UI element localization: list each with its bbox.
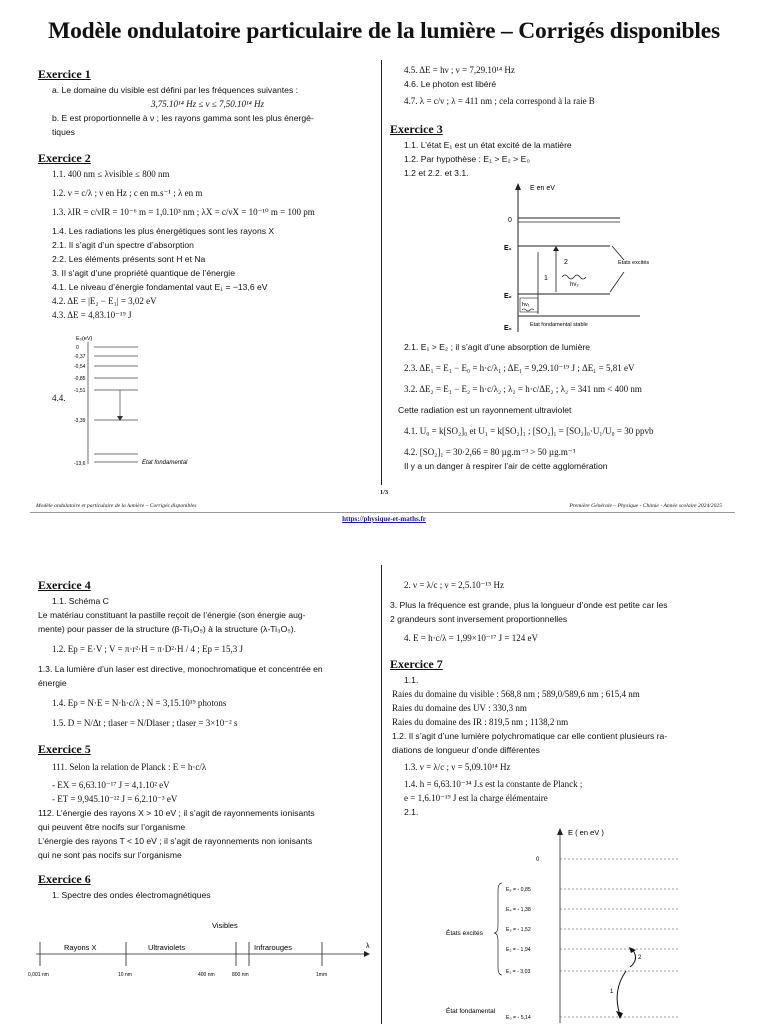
ex4-line-3: mente) pour passer de la structure (β-Ti₃O₅) à la structure (λ-Ti₃O₅).: [38, 624, 296, 634]
left-column: [38, 573, 374, 903]
ex5-line-6: L’énergie des rayons T < 10 eV ; il s’agit de rayonnements non ionisants: [38, 836, 313, 846]
level-e0: E₀: [504, 325, 512, 332]
transition-2: 2: [564, 259, 568, 266]
level-e5: E₅ = - 0,85: [506, 887, 531, 893]
ex7-line-10: 2.1.: [404, 807, 419, 817]
exercise-7-heading: Exercice 7: [390, 657, 443, 671]
diagram-axis-label: E en eV: [530, 185, 555, 192]
uv-label: Ultraviolets: [148, 943, 186, 952]
level-e2: E₂: [504, 293, 512, 300]
ex2-line-4-5: 4.5. ΔE = hν ; ν = 7,29.10¹⁴ Hz: [404, 65, 515, 75]
ground-state-label: Etat fondamental stable: [530, 322, 588, 328]
photon-hv2: hv₂: [570, 282, 579, 288]
exercise-4-heading: Exercice 4: [38, 578, 91, 592]
page-title: Modèle ondulatoire particulaire de la lumière – Corrigés disponibles: [48, 18, 720, 44]
level-label: -0,37: [74, 354, 86, 360]
ex4-line-1: 1.1. Schéma C: [52, 596, 109, 606]
energy-diagram-ex3: [500, 180, 660, 336]
level-label: -0,85: [74, 376, 86, 382]
column-divider: [381, 60, 382, 485]
diagram-axis-label: E₀(eV): [76, 336, 93, 342]
ex1-a-formula: 3,75.10¹⁴ Hz ≤ ν ≤ 7,50.10¹⁴ Hz: [151, 99, 265, 109]
em-spectrum-diagram: [26, 920, 378, 982]
ex3-line-5: 2.3. ΔE₁ = E₁ − E₀ = h·c/λ₁ ; ΔE₁ = 9,29.10⁻¹⁹ J ; ΔE₁ = 5,81 eV: [404, 363, 635, 373]
ex6-line-4: 4. E = h·c/λ = 1,99×10⁻¹⁷ J = 124 eV: [404, 633, 538, 643]
ex5-line-4: 112. L’énergie des rayons X > 10 eV ; il s’agit de rayonnements ionisants: [38, 808, 315, 818]
ex2-line-2: 1.2. ν = c/λ ; ν en Hz ; c en m.s⁻¹ ; λ en m: [52, 188, 203, 198]
ex2-line-6: 2.2. Les éléments présents sont H et Na: [52, 254, 206, 264]
tick-label: 400 nm: [198, 972, 215, 978]
tick-label: 10 nm: [118, 972, 132, 978]
ex7-line-6: diations de longueur d’onde différentes: [392, 745, 540, 755]
excited-states-label: États excités: [446, 930, 483, 937]
ex6-line-3: 3. Plus la fréquence est grande, plus la longueur d’onde est petite car les: [390, 600, 668, 610]
transition-1: 1: [610, 989, 614, 995]
level-e1: E₁ = - 3,03: [506, 969, 531, 975]
footer-rule: [30, 512, 735, 513]
ex4-line-6: énergie: [38, 678, 67, 688]
ex7-line-1: 1.1.: [404, 675, 419, 685]
ex2-line-3: 1.3. λIR = c/νIR = 10⁻⁶ m = 1,0.10³ nm ; λX = c/νX = 10⁻¹⁰ m = 100 pm: [52, 207, 315, 217]
ex3-line-1: 1.1. L’état E₁ est un état excité de la matière: [404, 140, 572, 150]
tick-label: 0,001 nm: [28, 972, 49, 978]
ex3-line-4: 2.1. E₁ > E₂ ; il s’agit d’une absorption de lumière: [404, 342, 591, 352]
ex5-line-5: qui peuvent être nocifs sur l’organisme: [38, 822, 186, 832]
ex4-line-8: 1.5. D = N/Δt ; tlaser = N/Dlaser ; tlaser = 3×10⁻² s: [52, 718, 238, 728]
ex1-b: b. E est proportionnelle à ν ; les rayons gamma sont les plus énergé-: [52, 113, 314, 123]
site-link[interactable]: https://physique-et-maths.fr: [342, 515, 426, 523]
ex4-line-2: Le matériau constituant la pastille reçoit de l’énergie (son énergie aug-: [38, 610, 306, 620]
xray-label: Rayons X: [64, 943, 97, 952]
ex3-line-10: Il y a un danger à respirer l’air de cette agglomération: [404, 461, 608, 471]
page-2: [0, 565, 768, 1024]
level-label: -3,39: [74, 418, 86, 424]
ex6-line-1: 1. Spectre des ondes électromagnétiques: [52, 890, 211, 900]
ex1-a: a. Le domaine du visible est défini par les fréquences suivantes :: [52, 85, 299, 95]
ex7-line-2: Raies du domaine du visible : 568,8 nm ; 589,0/589,6 nm ; 615,4 nm: [392, 689, 640, 699]
ex7-line-5: 1.2. Il s’agit d’une lumière polychromatique car elle contient plusieurs ra-: [392, 731, 668, 741]
footer-left: Modèle ondulatoire et particulaire de la lumière – Corrigés disponibles: [36, 503, 197, 509]
level-label: 0: [76, 345, 79, 351]
ex3-line-7: Cette radiation est un rayonnement ultraviolet: [398, 405, 572, 415]
ex5-line-1: 111. Selon la relation de Planck : E = h·c/λ: [52, 762, 207, 772]
exercise-3-heading: Exercice 3: [390, 122, 443, 136]
lambda-label: λ: [366, 943, 370, 950]
ex2-line-4: 1.4. Les radiations les plus énergétiques sont les rayons X: [52, 226, 275, 236]
energy-diagram-ex2: [72, 332, 222, 470]
ex3-line-8: 4.1. U₀ = k[SO₂]₀ et U₁ = k[SO₂]₁ ; [SO₂]₁ = [SO₂]₀·U₁/U₀ = 30 ppvb: [404, 426, 654, 436]
level-e3: E₃ = - 1,52: [506, 927, 531, 933]
level-e4: E₄ = - 1,38: [506, 907, 531, 913]
ex4-line-5: 1.3. La lumière d’un laser est directive, monochromatique et concentrée en: [38, 664, 323, 674]
column-divider: [381, 565, 382, 1024]
exercise-1-heading: Exercice 1: [38, 67, 91, 81]
ex4-line-7: 1.4. Ep = N·E = N·h·c/λ ; N = 3,15.10¹⁹ photons: [52, 698, 227, 708]
diagram-ground-label: Etat fondamental: [142, 460, 188, 466]
ex7-line-8: 1.4. h = 6,63.10⁻³⁴ J.s est la constante de Planck ;: [404, 779, 583, 789]
exercise-6-heading: Exercice 6: [38, 872, 91, 886]
level-zero: 0: [536, 857, 540, 863]
level-zero: 0: [508, 217, 512, 224]
tick-label: 800 nm: [232, 972, 249, 978]
ex7-line-9: e = 1,6.10⁻¹⁹ J est la charge élémentaire: [404, 793, 548, 803]
level-e2: E₂ = - 1,94: [506, 947, 531, 953]
right-column: [390, 64, 735, 181]
page-number: 1/3: [379, 489, 389, 496]
ex7-line-7: 1.3. ν = λ/c ; ν = 5,09.10¹⁴ Hz: [404, 762, 511, 772]
ex3-line-6: 3.2. ΔE₂ = E₁ − E₂ = h·c/λ₂ ; λ₂ = h·c/ΔE₂ ; λ₂ = 341 nm < 400 nm: [404, 384, 642, 394]
ex6-line-2: 2. ν = λ/c ; ν = 2,5.10⁻¹⁵ Hz: [404, 580, 504, 590]
tick-label: 1mm: [316, 972, 328, 978]
ex2-line-10: 4.3. ΔE = 4,83.10⁻¹⁹ J: [52, 310, 132, 320]
photon-hv1: hv₁: [522, 302, 530, 308]
excited-states-label: Etats excités: [618, 260, 650, 266]
ground-state-label: État fondamental: [446, 1008, 496, 1015]
exercise-2-heading: Exercice 2: [38, 151, 91, 165]
visible-label: Visibles: [212, 921, 238, 930]
footer-right: Première Générale – Physique - Chimie - Année scolaire 2024/2025: [569, 503, 722, 509]
ex2-line-8: 4.1. Le niveau d’énergie fondamental vaut E₁ = −13,6 eV: [52, 282, 268, 292]
ex2-line-7: 3. Il s’agit d’une propriété quantique de l’énergie: [52, 268, 235, 278]
diagram-axis-label: E ( en eV ): [568, 828, 604, 837]
ex5-line-7: qui ne sont pas nocifs sur l’organisme: [38, 850, 182, 860]
right-column: [390, 575, 735, 820]
ex5-line-3: - ET = 9,945.10⁻²² J = 6,2.10⁻³ eV: [52, 794, 178, 804]
left-column: [38, 62, 374, 323]
ex2-line-4-7: 4.7. λ = c/ν ; λ = 411 nm ; cela correspond à la raie B: [404, 96, 595, 106]
ex3-line-2: 1.2. Par hypothèse : E₁ > E₂ > E₀: [404, 154, 530, 164]
right-column-lower: [390, 341, 735, 474]
ex5-line-2: - EX = 6,63.10⁻¹⁷ J = 4,1.10² eV: [52, 780, 170, 790]
ex7-line-3: Raies du domaine des UV : 330,3 nm: [392, 703, 527, 713]
level-e1: E₁: [504, 245, 512, 252]
energy-diagram-ex7: [440, 823, 740, 1023]
ex2-line-1: 1.1. 400 nm ≤ λvisible ≤ 800 nm: [52, 169, 170, 179]
level-e0: E₀ = - 5,14: [506, 1015, 531, 1021]
ex7-line-4: Raies du domaine des IR : 819,5 nm ; 1138,2 nm: [392, 717, 569, 727]
ex2-line-5: 2.1. Il s’agit d’un spectre d’absorption: [52, 240, 194, 250]
transition-2: 2: [638, 955, 642, 961]
exercise-5-heading: Exercice 5: [38, 742, 91, 756]
ex3-line-9: 4.2. [SO₂]₁ = 30·2,66 = 80 µg.m⁻³ > 50 µg.m⁻³: [404, 447, 576, 457]
ex2-line-11: 4.4.: [52, 393, 66, 403]
ex1-b2: tiques: [52, 127, 75, 137]
level-label: -13,6: [74, 461, 86, 467]
ex6-line-3b: 2 grandeurs sont inversement proportionnelles: [390, 614, 568, 624]
ex3-line-3: 1.2 et 2.2. et 3.1.: [404, 168, 469, 178]
ex2-line-4-6: 4.6. Le photon est libéré: [404, 79, 497, 89]
transition-1: 1: [544, 275, 548, 282]
ir-label: Infrarouges: [254, 943, 292, 952]
ex2-line-9: 4.2. ΔE = |E₂ − E₁| = 3,02 eV: [52, 296, 157, 306]
level-label: -0,54: [74, 364, 86, 370]
level-label: -1,51: [74, 388, 86, 394]
ex4-line-4: 1.2. Ep = E·V ; V = π·r²·H = π·D²·H / 4 ; Ep = 15,3 J: [52, 644, 244, 654]
